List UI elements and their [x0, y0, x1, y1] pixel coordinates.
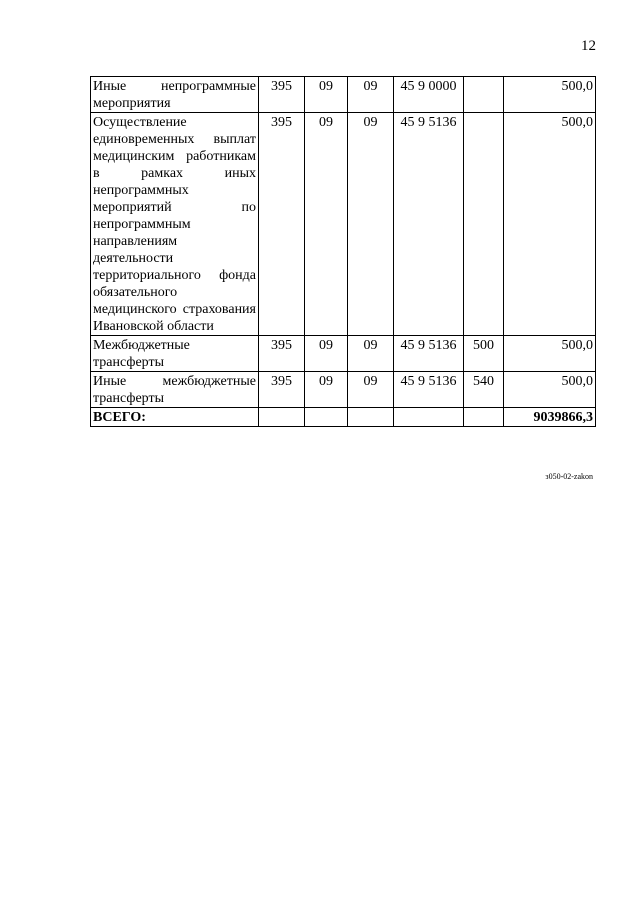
total-row: [91, 408, 596, 427]
row-name: Осуществление единовременных выплат медицинским работникам в рамках иных непрограммных мероприятий по непрограммным направлениям деятельности территориального фонда обязательного медицинского страхования Ивановской области: [91, 113, 259, 336]
amount: 500,0: [504, 77, 596, 113]
section-code: 09: [305, 336, 348, 372]
ved-code: 395: [259, 336, 305, 372]
subsection-code: 09: [348, 113, 394, 336]
target-article-code: 45 9 0000: [394, 77, 464, 113]
amount: 500,0: [504, 113, 596, 336]
expense-type-code: [464, 113, 504, 336]
document-code: з050-02-zakon: [545, 472, 593, 481]
table-row: [91, 113, 596, 336]
expense-type-code: [464, 77, 504, 113]
target-article-code: 45 9 5136: [394, 113, 464, 336]
ved-code: 395: [259, 372, 305, 408]
section-code: 09: [305, 77, 348, 113]
target-article-code: 45 9 5136: [394, 336, 464, 372]
amount: 500,0: [504, 372, 596, 408]
amount: 500,0: [504, 336, 596, 372]
table-row: [91, 77, 596, 113]
table-row: [91, 372, 596, 408]
subsection-code: 09: [348, 77, 394, 113]
section-code: 09: [305, 113, 348, 336]
total-label: ВСЕГО:: [91, 408, 259, 427]
ved-code: 395: [259, 77, 305, 113]
row-name: Межбюджетные трансферты: [91, 336, 259, 372]
subsection-code: 09: [348, 336, 394, 372]
total-sum: 9039866,3: [504, 408, 596, 427]
budget-table: [90, 76, 596, 427]
ved-code: 395: [259, 113, 305, 336]
section-code: 09: [305, 372, 348, 408]
expense-type-code: 500: [464, 336, 504, 372]
subsection-code: 09: [348, 372, 394, 408]
row-name: Иные непрограммные мероприятия: [91, 77, 259, 113]
expense-type-code: 540: [464, 372, 504, 408]
table-row: [91, 336, 596, 372]
row-name: Иные межбюджетные трансферты: [91, 372, 259, 408]
page-number: 12: [581, 38, 596, 54]
target-article-code: 45 9 5136: [394, 372, 464, 408]
